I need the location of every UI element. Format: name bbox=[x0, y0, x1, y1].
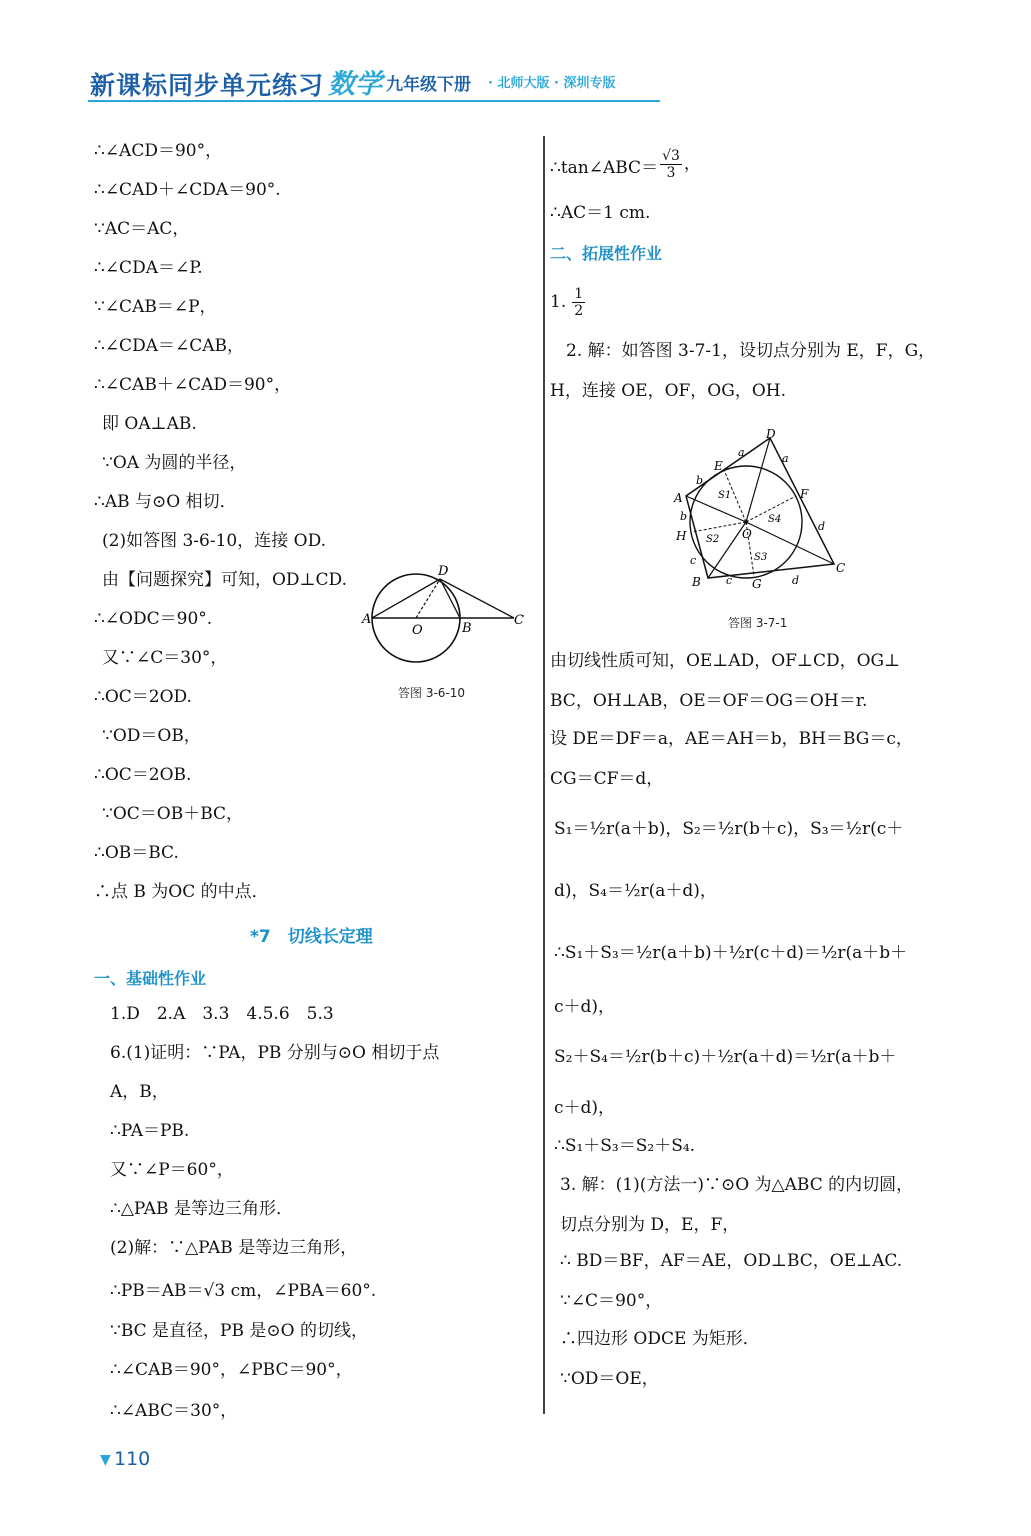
answer-line: ∴ BD＝BF，AF＝AE，OD⊥BC，OE⊥AC. bbox=[560, 1251, 903, 1271]
tan-prefix: ∴tan∠ABC＝ bbox=[550, 158, 659, 178]
point-label: O bbox=[742, 527, 752, 541]
solution-line: (2)如答图 3-6-10，连接 OD. bbox=[102, 531, 327, 551]
segment-label: a bbox=[782, 452, 789, 465]
point-label: H bbox=[676, 529, 687, 543]
region-label: S4 bbox=[768, 514, 782, 525]
answer-line: (2)解：∵△PAB 是等边三角形， bbox=[110, 1238, 358, 1258]
formula-line: S₂＋S₄＝½r(b＋c)＋½r(a＋d)＝½r(a＋b＋ bbox=[554, 1047, 897, 1067]
solution-line: ∴∠CAD＋∠CDA＝90°. bbox=[94, 180, 281, 200]
solution-line: ∴∠ODC＝90°. bbox=[94, 609, 213, 629]
section-heading: 一、基础性作业 bbox=[94, 969, 207, 988]
point-label: D bbox=[766, 427, 776, 441]
point-label: A bbox=[674, 491, 683, 505]
formula-line: c＋d)， bbox=[554, 1098, 616, 1118]
point-label: C bbox=[836, 561, 846, 575]
formula-line: S₁＝½r(a＋b)，S₂＝½r(b＋c)，S₃＝½r(c＋ bbox=[554, 819, 904, 839]
answer-line: BC，OH⊥AB，OE＝OF＝OG＝OH＝r. bbox=[550, 691, 868, 711]
column-divider bbox=[543, 136, 545, 1414]
grade-label: 九年级下册 bbox=[386, 75, 471, 95]
point-label: O bbox=[412, 623, 423, 638]
answer-line: ∴∠CAB＝90°，∠PBC＝90°， bbox=[110, 1360, 353, 1380]
subject-label: 数学 bbox=[328, 69, 382, 100]
solution-line: ∴OB＝BC. bbox=[94, 843, 179, 863]
figure-3-7-1 bbox=[672, 426, 852, 596]
answer-line: 6.(1)证明：∵PA，PB 分别与⊙O 相切于点 bbox=[110, 1043, 440, 1063]
fraction-denominator: 3 bbox=[666, 165, 676, 181]
fraction-numerator: √3 bbox=[662, 148, 680, 164]
point-label: E bbox=[714, 459, 723, 473]
point-label: B bbox=[692, 575, 701, 589]
answer-line: 设 DE＝DF＝a，AE＝AH＝b，BH＝BG＝c， bbox=[550, 729, 913, 749]
answer-line: ∴PA＝PB. bbox=[110, 1121, 190, 1141]
answer-line: ∵BC 是直径，PB 是⊙O 的切线， bbox=[110, 1321, 368, 1341]
segment-label: c bbox=[690, 554, 697, 567]
solution-line: ∵OD＝OB， bbox=[102, 726, 201, 746]
page-number: 110 bbox=[114, 1448, 151, 1470]
formula-line: ∴S₁＋S₃＝½r(a＋b)＋½r(c＋d)＝½r(a＋b＋ bbox=[554, 943, 908, 963]
solution-line: ∴点 B 为OC 的中点． bbox=[94, 882, 269, 902]
answer-line: 切点分别为 D，E，F， bbox=[560, 1215, 740, 1235]
edition-label: · 北师大版 · 深圳专版 bbox=[488, 76, 616, 91]
tan-suffix: ， bbox=[683, 154, 701, 174]
solution-line: ∴OC＝2OD. bbox=[94, 687, 192, 707]
point-label: C bbox=[514, 613, 524, 628]
figure-caption: 答图 3-6-10 bbox=[398, 686, 466, 700]
answer-line: ∴PB＝AB＝√3 cm，∠PBA＝60°. bbox=[110, 1281, 377, 1301]
point-label: B bbox=[462, 621, 472, 636]
solution-line: ∴∠CAB＋∠CAD＝90°， bbox=[94, 375, 292, 395]
solution-line: ∴∠ACD＝90°， bbox=[94, 141, 223, 161]
fraction bbox=[660, 148, 682, 181]
q1-line bbox=[550, 286, 585, 326]
point-label: D bbox=[438, 564, 449, 579]
solution-line: ∵OA 为圆的半径， bbox=[102, 453, 247, 473]
answer-line: A，B， bbox=[110, 1082, 169, 1102]
answer-line: 1.D 2.A 3.3 4.5.6 5.3 bbox=[110, 1004, 334, 1024]
answer-line: ∴四边形 ODCE 为矩形． bbox=[560, 1329, 760, 1349]
answer-line: ∴△PAB 是等边三角形． bbox=[110, 1199, 293, 1219]
fraction bbox=[572, 286, 585, 319]
segment-label: b bbox=[696, 474, 704, 487]
fraction-numerator: 1 bbox=[574, 286, 584, 302]
page-marker-icon: ▼ bbox=[100, 1452, 111, 1468]
header-rule bbox=[88, 100, 660, 102]
solution-line: ∴∠CDA＝∠P. bbox=[94, 258, 203, 278]
point-label: F bbox=[800, 487, 809, 501]
solution-line: ∵∠CAB＝∠P， bbox=[94, 297, 217, 317]
solution-line: ∴OC＝2OB. bbox=[94, 765, 192, 785]
segment-label: b bbox=[680, 510, 688, 523]
chapter-title: *7 切线长定理 bbox=[250, 927, 373, 947]
section-heading: 二、拓展性作业 bbox=[550, 244, 663, 263]
solution-line: ∵OC＝OB＋BC， bbox=[102, 804, 244, 824]
region-label: S1 bbox=[718, 490, 732, 501]
solution-line: 又∵∠C＝30°， bbox=[102, 648, 228, 668]
solution-line: ∴AB 与⊙O 相切． bbox=[94, 492, 237, 512]
point-label: G bbox=[752, 577, 762, 591]
answer-line: CG＝CF＝d， bbox=[550, 769, 664, 789]
segment-label: d bbox=[792, 574, 800, 587]
figure-3-6-10 bbox=[358, 562, 530, 674]
point-label: A bbox=[362, 612, 372, 627]
segment-label: d bbox=[818, 520, 826, 533]
solution-line: 由【问题探究】可知，OD⊥CD. bbox=[102, 570, 347, 590]
tan-line bbox=[550, 148, 701, 188]
solution-line: 即 OA⊥AB. bbox=[102, 414, 197, 434]
answer-line: H，连接 OE，OF，OG，OH. bbox=[550, 381, 786, 401]
formula-line: d)，S₄＝½r(a＋d)， bbox=[554, 881, 717, 901]
formula-line: ∴S₁＋S₃＝S₂＋S₄. bbox=[554, 1136, 696, 1156]
answer-line: ∴AC＝1 cm. bbox=[550, 203, 651, 223]
series-title: 新课标同步单元练习 bbox=[90, 71, 325, 100]
answer-line: ∵OD＝OE， bbox=[560, 1369, 659, 1389]
segment-label: a bbox=[738, 446, 745, 459]
figure-caption: 答图 3-7-1 bbox=[728, 616, 788, 630]
fraction-denominator: 2 bbox=[574, 303, 584, 319]
formula-line: c＋d)， bbox=[554, 997, 616, 1017]
answer-line: 3. 解：(1)(方法一)∵⊙O 为△ABC 的内切圆， bbox=[560, 1175, 914, 1195]
answer-line: ∴∠ABC＝30°， bbox=[110, 1401, 238, 1421]
answer-line: 又∵∠P＝60°， bbox=[110, 1160, 234, 1180]
q1-prefix: 1. bbox=[550, 292, 567, 312]
answer-line: 由切线性质可知，OE⊥AD，OF⊥CD，OG⊥ bbox=[550, 651, 901, 671]
solution-line: ∴∠CDA＝∠CAB， bbox=[94, 336, 244, 356]
region-label: S2 bbox=[706, 534, 720, 545]
answer-line: ∵∠C＝90°， bbox=[560, 1291, 663, 1311]
solution-line: ∵AC＝AC， bbox=[94, 219, 190, 239]
region-label: S3 bbox=[754, 552, 768, 563]
segment-label: c bbox=[726, 574, 733, 587]
answer-line: 2. 解：如答图 3-7-1，设切点分别为 E，F，G， bbox=[566, 341, 936, 361]
